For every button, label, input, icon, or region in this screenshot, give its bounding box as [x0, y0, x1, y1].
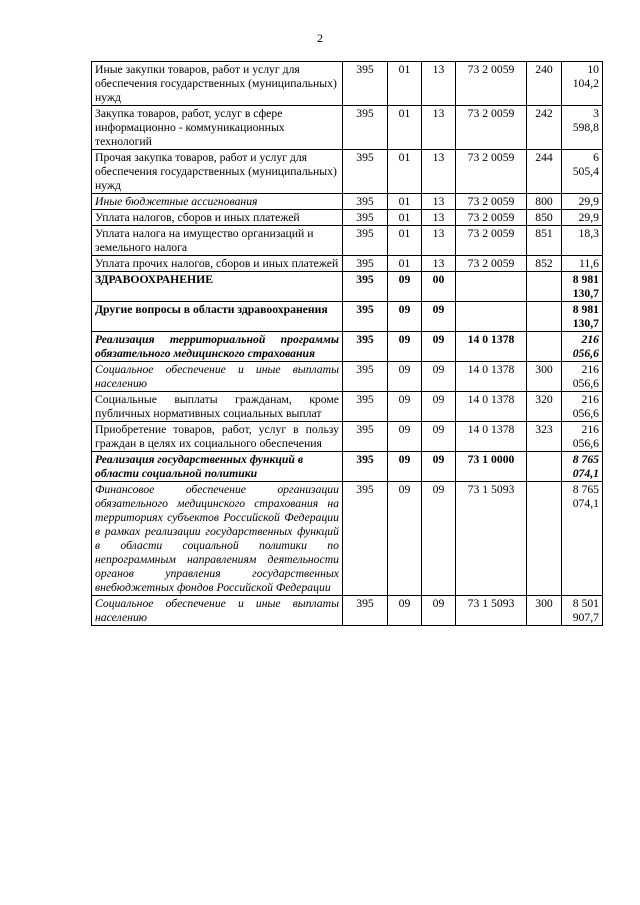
budget-table-body: [92, 62, 603, 626]
expense-type-code: [527, 272, 562, 302]
subsection-code: 13: [422, 106, 456, 150]
expense-type-code: [527, 482, 562, 596]
section-code: 09: [388, 362, 422, 392]
amount: 8 765 074,1: [562, 452, 603, 482]
expense-type-code: [527, 332, 562, 362]
amount: 18,3: [562, 226, 603, 256]
subsection-code: 00: [422, 272, 456, 302]
subsection-code: 09: [422, 392, 456, 422]
item-name: Уплата налогов, сборов и иных платежей: [92, 210, 343, 226]
table-row: [92, 272, 603, 302]
grbs-code: 395: [343, 150, 388, 194]
expense-type-code: 800: [527, 194, 562, 210]
item-name: Иные закупки товаров, работ и услуг для обеспечения государственных (муниципальных) нужд: [92, 62, 343, 106]
table-row: [92, 106, 603, 150]
subsection-code: 13: [422, 226, 456, 256]
table-row: [92, 482, 603, 596]
table-row: [92, 422, 603, 452]
grbs-code: 395: [343, 422, 388, 452]
page-number: 2: [317, 31, 323, 45]
grbs-code: 395: [343, 226, 388, 256]
amount: 216 056,6: [562, 422, 603, 452]
expense-type-code: 244: [527, 150, 562, 194]
target-article-code: 73 2 0059: [456, 106, 527, 150]
amount: 11,6: [562, 256, 603, 272]
amount: 8 981 130,7: [562, 302, 603, 332]
section-code: 09: [388, 452, 422, 482]
amount: 3 598,8: [562, 106, 603, 150]
grbs-code: 395: [343, 62, 388, 106]
table-row: [92, 62, 603, 106]
section-code: 01: [388, 226, 422, 256]
amount: 29,9: [562, 210, 603, 226]
section-code: 01: [388, 194, 422, 210]
target-article-code: 73 2 0059: [456, 226, 527, 256]
amount: 6 505,4: [562, 150, 603, 194]
subsection-code: 13: [422, 256, 456, 272]
target-article-code: 14 0 1378: [456, 392, 527, 422]
expense-type-code: [527, 452, 562, 482]
grbs-code: 395: [343, 106, 388, 150]
expense-type-code: 852: [527, 256, 562, 272]
item-name: Социальное обеспечение и иные выплаты населению: [92, 362, 343, 392]
subsection-code: 09: [422, 452, 456, 482]
table-row: [92, 362, 603, 392]
section-code: 01: [388, 62, 422, 106]
target-article-code: 14 0 1378: [456, 362, 527, 392]
item-name: Финансовое обеспечение организации обязательного медицинского страхования на территориях субъектов Российской Федерации в рамках реализации государственных функций в области социальной политики по непрограммным направлениям деятельности органов управления государственных внебюджетных фондов Российской Федерации: [92, 482, 343, 596]
target-article-code: 73 2 0059: [456, 194, 527, 210]
section-code: 01: [388, 150, 422, 194]
section-code: 01: [388, 256, 422, 272]
section-code: 09: [388, 482, 422, 596]
target-article-code: 14 0 1378: [456, 422, 527, 452]
amount: 216 056,6: [562, 362, 603, 392]
grbs-code: 395: [343, 596, 388, 626]
amount: 8 765 074,1: [562, 482, 603, 596]
grbs-code: 395: [343, 332, 388, 362]
grbs-code: 395: [343, 452, 388, 482]
section-code: 09: [388, 332, 422, 362]
item-name: Реализация территориальной программы обязательного медицинского страхования: [92, 332, 343, 362]
section-code: 09: [388, 422, 422, 452]
section-code: 09: [388, 392, 422, 422]
section-code: 01: [388, 210, 422, 226]
expense-type-code: 300: [527, 596, 562, 626]
item-name: Прочая закупка товаров, работ и услуг для обеспечения государственных (муниципальных) нужд: [92, 150, 343, 194]
table-row: [92, 452, 603, 482]
item-name: Иные бюджетные ассигнования: [92, 194, 343, 210]
subsection-code: 09: [422, 302, 456, 332]
grbs-code: 395: [343, 392, 388, 422]
target-article-code: 73 2 0059: [456, 150, 527, 194]
item-name: Другие вопросы в области здравоохранения: [92, 302, 343, 332]
table-row: [92, 226, 603, 256]
subsection-code: 13: [422, 210, 456, 226]
subsection-code: 13: [422, 194, 456, 210]
target-article-code: 73 2 0059: [456, 62, 527, 106]
target-article-code: 73 2 0059: [456, 210, 527, 226]
table-row: [92, 302, 603, 332]
section-code: 09: [388, 596, 422, 626]
amount: 29,9: [562, 194, 603, 210]
target-article-code: 14 0 1378: [456, 332, 527, 362]
item-name: Социальные выплаты гражданам, кроме публичных нормативных социальных выплат: [92, 392, 343, 422]
item-name: Приобретение товаров, работ, услуг в пользу граждан в целях их социального обеспечения: [92, 422, 343, 452]
amount: 10 104,2: [562, 62, 603, 106]
table-row: [92, 392, 603, 422]
budget-table: [91, 61, 603, 626]
subsection-code: 13: [422, 62, 456, 106]
subsection-code: 13: [422, 150, 456, 194]
amount: 216 056,6: [562, 392, 603, 422]
item-name: Уплата прочих налогов, сборов и иных платежей: [92, 256, 343, 272]
expense-type-code: 300: [527, 362, 562, 392]
grbs-code: 395: [343, 194, 388, 210]
grbs-code: 395: [343, 302, 388, 332]
amount: 216 056,6: [562, 332, 603, 362]
subsection-code: 09: [422, 596, 456, 626]
subsection-code: 09: [422, 332, 456, 362]
table-row: [92, 150, 603, 194]
amount: 8 501 907,7: [562, 596, 603, 626]
grbs-code: 395: [343, 272, 388, 302]
target-article-code: 73 2 0059: [456, 256, 527, 272]
table-row: [92, 210, 603, 226]
item-name: Уплата налога на имущество организаций и земельного налога: [92, 226, 343, 256]
subsection-code: 09: [422, 482, 456, 596]
target-article-code: [456, 302, 527, 332]
table-row: [92, 256, 603, 272]
target-article-code: 73 1 5093: [456, 596, 527, 626]
amount: 8 981 130,7: [562, 272, 603, 302]
grbs-code: 395: [343, 362, 388, 392]
section-code: 09: [388, 302, 422, 332]
expense-type-code: 323: [527, 422, 562, 452]
target-article-code: 73 1 5093: [456, 482, 527, 596]
expense-type-code: 851: [527, 226, 562, 256]
target-article-code: 73 1 0000: [456, 452, 527, 482]
item-name: Реализация государственных функций в области социальной политики: [92, 452, 343, 482]
expense-type-code: [527, 302, 562, 332]
item-name: Закупка товаров, работ, услуг в сфере информационно - коммуникационных технологий: [92, 106, 343, 150]
grbs-code: 395: [343, 482, 388, 596]
table-row: [92, 332, 603, 362]
item-name: Социальное обеспечение и иные выплаты населению: [92, 596, 343, 626]
expense-type-code: 242: [527, 106, 562, 150]
item-name: ЗДРАВООХРАНЕНИЕ: [92, 272, 343, 302]
expense-type-code: 320: [527, 392, 562, 422]
target-article-code: [456, 272, 527, 302]
section-code: 09: [388, 272, 422, 302]
table-row: [92, 194, 603, 210]
grbs-code: 395: [343, 256, 388, 272]
expense-type-code: 850: [527, 210, 562, 226]
subsection-code: 09: [422, 422, 456, 452]
subsection-code: 09: [422, 362, 456, 392]
grbs-code: 395: [343, 210, 388, 226]
expense-type-code: 240: [527, 62, 562, 106]
table-row: [92, 596, 603, 626]
section-code: 01: [388, 106, 422, 150]
